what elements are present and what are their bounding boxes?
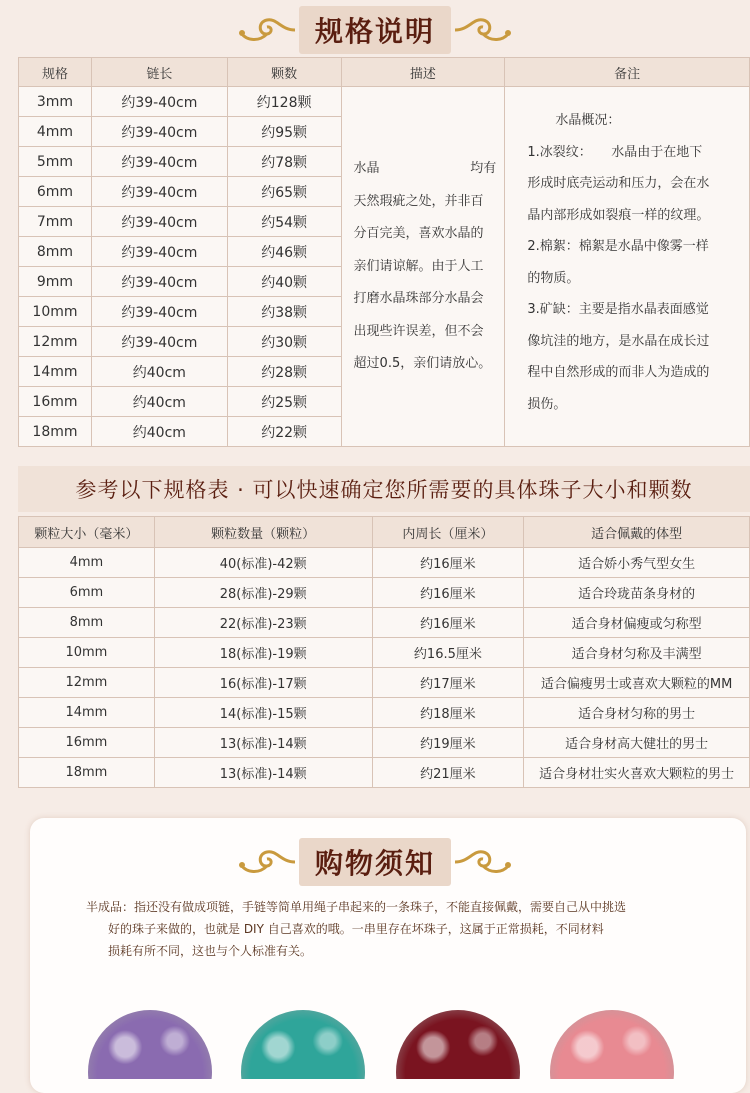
description-line: 分百完美，喜欢水晶的 <box>353 226 484 241</box>
ref-size-cell: 16mm <box>19 728 155 758</box>
spec-count-cell: 约65颗 <box>227 177 341 207</box>
spec-size-cell: 8mm <box>19 237 92 267</box>
ref-quantity-cell: 28(标准)-29颗 <box>154 578 372 608</box>
bead-photo-strip <box>0 1000 750 1079</box>
ref-quantity-cell: 16(标准)-17颗 <box>154 668 372 698</box>
notes-line: 3.矿缺：主要是指水晶表面感觉 <box>527 302 709 317</box>
header-inner-circumference: 内周长（厘米） <box>372 517 524 548</box>
spec-length-cell: 约39-40cm <box>91 177 227 207</box>
ref-circumference-cell: 约18厘米 <box>372 698 524 728</box>
spec-count-cell: 约128颗 <box>227 87 341 117</box>
reference-table-row <box>19 548 750 578</box>
reference-table-row <box>19 608 750 638</box>
spec-length-cell: 约40cm <box>91 357 227 387</box>
header-bead-quantity: 颗粒数量（颗粒） <box>154 517 372 548</box>
ref-body-type-cell: 适合身材匀称的男士 <box>524 698 750 728</box>
reference-banner <box>18 466 750 512</box>
spec-description-cell <box>341 87 505 447</box>
header-notes: 备注 <box>505 58 750 87</box>
notes-line: 的物质。 <box>527 270 580 286</box>
ref-quantity-cell: 40(标准)-42颗 <box>154 548 372 578</box>
notes-line: 损伤。 <box>527 396 567 412</box>
notes-line: 形成时底壳运动和压力，会在水 <box>527 176 710 191</box>
spec-size-cell: 16mm <box>19 387 92 417</box>
spec-count-cell: 约38颗 <box>227 297 341 327</box>
notes-line-1: 半成品：指还没有做成项链，手链等简单用绳子串起来的一条珠子，不能直接佩戴，需要自己从中挑选 <box>86 900 627 914</box>
spec-length-cell: 约39-40cm <box>91 327 227 357</box>
spec-size-cell: 12mm <box>19 327 92 357</box>
spec-section-header <box>0 6 750 54</box>
gold-scroll-ornament-icon <box>237 845 299 879</box>
spec-count-cell: 约54颗 <box>227 207 341 237</box>
spec-count-cell: 约25颗 <box>227 387 341 417</box>
header-suitable-body-type: 适合佩戴的体型 <box>524 517 750 548</box>
ref-circumference-cell: 约17厘米 <box>372 668 524 698</box>
spec-size-cell: 4mm <box>19 117 92 147</box>
ref-quantity-cell: 18(标准)-19颗 <box>154 638 372 668</box>
spec-length-cell: 约39-40cm <box>91 297 227 327</box>
ref-body-type-cell: 适合娇小秀气型女生 <box>524 548 750 578</box>
spec-count-cell: 约78颗 <box>227 147 341 177</box>
reference-banner-title: 参考以下规格表 · 可以快速确定您所需要的具体珠子大小和颗数 <box>75 478 693 502</box>
ref-circumference-cell: 约16.5厘米 <box>372 638 524 668</box>
gold-scroll-ornament-icon <box>451 845 513 879</box>
ref-body-type-cell: 适合身材高大健壮的男士 <box>524 728 750 758</box>
spec-length-cell: 约39-40cm <box>91 207 227 237</box>
description-line: 亲们请谅解。由于人工 <box>353 258 484 274</box>
spec-count-cell: 约46颗 <box>227 237 341 267</box>
ref-size-cell: 18mm <box>19 758 155 788</box>
reference-table-row <box>19 758 750 788</box>
ref-quantity-cell: 22(标准)-23颗 <box>154 608 372 638</box>
spec-notes-cell <box>505 87 750 447</box>
ref-body-type-cell: 适合身材壮实火喜欢大颗粒的男士 <box>524 758 750 788</box>
spec-section-title: 规格说明 <box>299 6 451 54</box>
notes-line: 水晶概况： <box>555 113 621 128</box>
ref-circumference-cell: 约16厘米 <box>372 578 524 608</box>
spec-size-cell: 18mm <box>19 417 92 447</box>
ref-body-type-cell: 适合玲珑苗条身材的 <box>524 578 750 608</box>
ref-size-cell: 4mm <box>19 548 155 578</box>
bead-photo-strawberry-quartz <box>550 1010 674 1079</box>
shopping-section-title: 购物须知 <box>299 838 451 886</box>
spec-table <box>18 57 750 447</box>
description-word: 均有 <box>470 161 497 176</box>
header-size: 规格 <box>19 58 92 87</box>
ref-body-type-cell: 适合身材匀称及丰满型 <box>524 638 750 668</box>
spec-size-cell: 7mm <box>19 207 92 237</box>
spec-length-cell: 约40cm <box>91 417 227 447</box>
spec-size-cell: 14mm <box>19 357 92 387</box>
spec-table-row <box>19 87 750 117</box>
spec-size-cell: 6mm <box>19 177 92 207</box>
spec-size-cell: 10mm <box>19 297 92 327</box>
bead-photo-garnet <box>396 1010 520 1079</box>
ref-size-cell: 14mm <box>19 698 155 728</box>
bead-photo-turquoise <box>241 1010 365 1079</box>
ref-size-cell: 10mm <box>19 638 155 668</box>
notes-line: 像坑洼的地方，是水晶在成长过 <box>527 333 710 349</box>
description-line: 打磨水晶珠部分水晶会 <box>353 291 484 306</box>
notes-line: 1.冰裂纹： 水晶由于在地下 <box>527 144 703 160</box>
header-count: 颗数 <box>227 58 341 87</box>
ref-size-cell: 8mm <box>19 608 155 638</box>
description-first-line <box>354 153 497 186</box>
reference-table-row <box>19 728 750 758</box>
ref-quantity-cell: 13(标准)-14颗 <box>154 758 372 788</box>
notes-line: 程中自然形成的而非人为造成的 <box>527 365 710 380</box>
reference-table-row <box>19 668 750 698</box>
ref-body-type-cell: 适合身材偏瘦或匀称型 <box>524 608 750 638</box>
description-line: 天然瑕疵之处，并非百 <box>353 193 484 209</box>
description-line: 超过0.5，亲们请放心。 <box>353 356 492 371</box>
notes-line: 晶内部形成如裂痕一样的纹理。 <box>527 207 710 223</box>
spec-table-header <box>19 58 750 87</box>
notes-line-2: 好的珠子来做的，也就是 DIY 自己喜欢的哦。一串里存在坏珠子，这属于正常损耗，不同材料 <box>108 922 604 936</box>
header-bead-size: 颗粒大小（毫米） <box>19 517 155 548</box>
header-length: 链长 <box>91 58 227 87</box>
ref-size-cell: 6mm <box>19 578 155 608</box>
notes-line: 2.棉絮：棉絮是水晶中像雾一样 <box>527 239 709 254</box>
spec-size-cell: 3mm <box>19 87 92 117</box>
spec-length-cell: 约39-40cm <box>91 267 227 297</box>
spec-length-cell: 约39-40cm <box>91 117 227 147</box>
reference-table-row <box>19 638 750 668</box>
ref-circumference-cell: 约19厘米 <box>372 728 524 758</box>
spec-count-cell: 约95颗 <box>227 117 341 147</box>
reference-table <box>18 516 750 788</box>
gold-scroll-ornament-icon <box>237 13 299 47</box>
ref-circumference-cell: 约16厘米 <box>372 608 524 638</box>
ref-circumference-cell: 约21厘米 <box>372 758 524 788</box>
spec-count-cell: 约40颗 <box>227 267 341 297</box>
spec-count-cell: 约28颗 <box>227 357 341 387</box>
ref-quantity-cell: 13(标准)-14颗 <box>154 728 372 758</box>
spec-size-cell: 5mm <box>19 147 92 177</box>
ref-size-cell: 12mm <box>19 668 155 698</box>
reference-table-row <box>19 578 750 608</box>
notes-line-3: 损耗有所不同，这也与个人标准有关。 <box>108 944 313 958</box>
description-line: 出现些许误差，但不会 <box>353 323 484 339</box>
ref-body-type-cell: 适合偏瘦男士或喜欢大颗粒的MM <box>524 668 750 698</box>
description-word: 水晶 <box>353 161 380 176</box>
spec-size-cell: 9mm <box>19 267 92 297</box>
spec-length-cell: 约39-40cm <box>91 87 227 117</box>
shopping-notes-text <box>86 896 686 962</box>
bead-photo-amethyst <box>88 1010 212 1079</box>
gold-scroll-ornament-icon <box>451 13 513 47</box>
header-description: 描述 <box>341 58 505 87</box>
ref-circumference-cell: 约16厘米 <box>372 548 524 578</box>
reference-table-header <box>19 517 750 548</box>
reference-table-row <box>19 698 750 728</box>
spec-count-cell: 约22颗 <box>227 417 341 447</box>
spec-length-cell: 约39-40cm <box>91 147 227 177</box>
spec-length-cell: 约39-40cm <box>91 237 227 267</box>
ref-quantity-cell: 14(标准)-15颗 <box>154 698 372 728</box>
shopping-section-header <box>0 838 750 886</box>
spec-count-cell: 约30颗 <box>227 327 341 357</box>
spec-length-cell: 约40cm <box>91 387 227 417</box>
